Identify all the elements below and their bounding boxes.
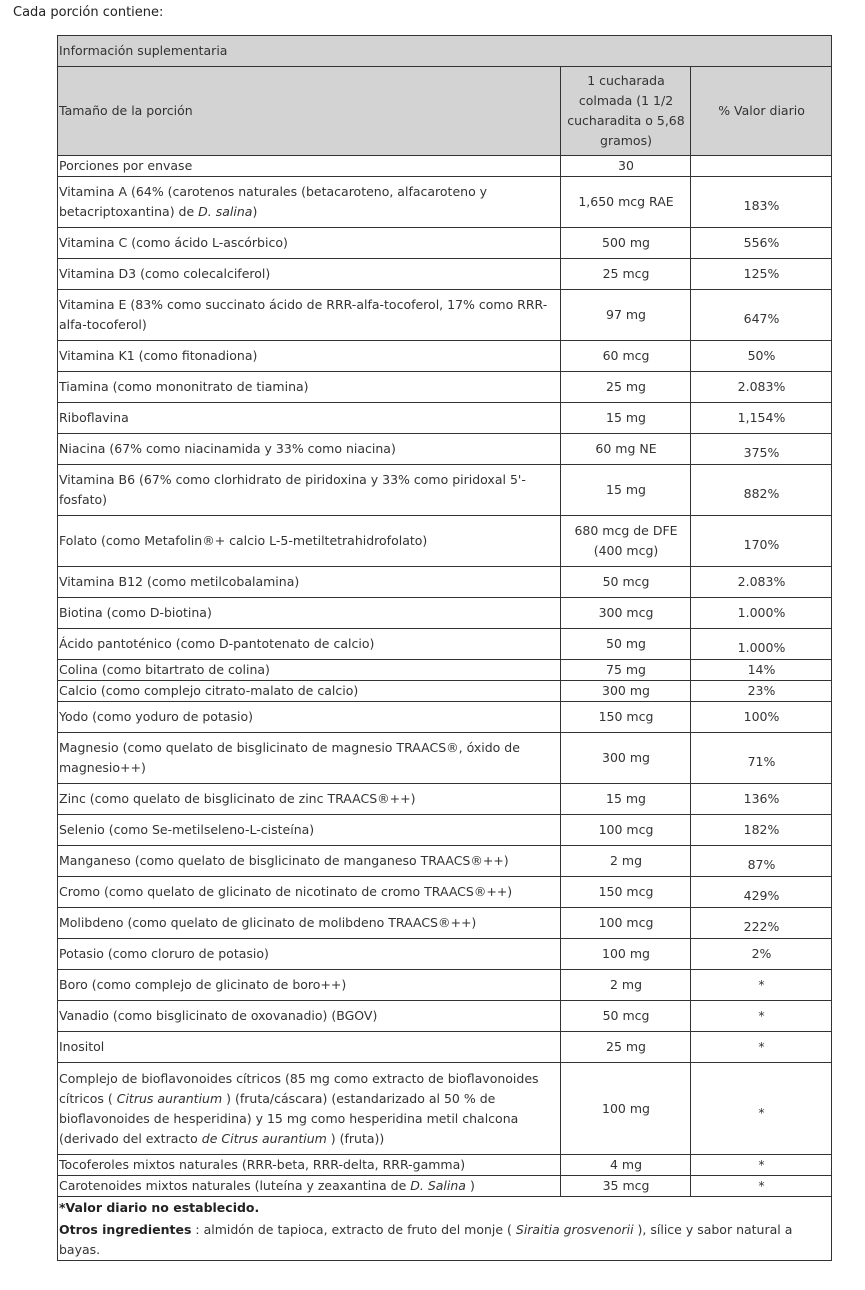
nutrient-name [58, 681, 561, 702]
nutrient-name-text: Cromo (como quelato de glicinato de nicotinato de cromo TRAACS®++) [59, 884, 513, 899]
nutrient-name [58, 403, 561, 434]
daily-value-text: 2.083% [737, 379, 786, 394]
other-ingredients-row [58, 1218, 832, 1261]
nutrient-daily-value [691, 259, 832, 290]
daily-value-text: 71% [747, 754, 776, 769]
daily-value-text: * [758, 1008, 765, 1023]
daily-value-text: * [758, 1039, 765, 1054]
nutrient-amount: 1,650 mcg RAE [561, 177, 691, 228]
daily-value-text: 222% [743, 919, 780, 934]
nutrient-name-italic: Citrus aurantium [116, 1090, 223, 1106]
table-row [58, 660, 832, 681]
nutrient-name-text: Yodo (como yoduro de potasio) [59, 709, 254, 724]
daily-value-text: * [758, 1178, 765, 1193]
serving-size-amount: 1 cucharada colmada (1 1/2 cucharadita o 5,68 gramos) [561, 67, 691, 156]
nutrient-name [58, 598, 561, 629]
nutrient-name [58, 177, 561, 228]
table-row [58, 1176, 832, 1197]
nutrient-amount: 100 mcg [561, 815, 691, 846]
table-row [58, 702, 832, 733]
nutrient-daily-value [691, 970, 832, 1001]
nutrient-name-text: Magnesio (como quelato de bisglicinato de magnesio TRAACS®, óxido de magnesio++) [59, 740, 520, 775]
daily-value-text: 1,154% [737, 410, 786, 425]
nutrient-name-text: Carotenoides mixtos naturales (luteína y zeaxantina de [59, 1178, 411, 1193]
table-row [58, 970, 832, 1001]
nutrient-name-text: Vitamina E (83% como succinato ácido de RRR-alfa-tocoferol, 17% como RRR-alfa-tocoferol) [59, 297, 548, 332]
table-row [58, 516, 832, 567]
daily-value-text: 14% [747, 662, 776, 677]
nutrient-daily-value [691, 177, 832, 228]
daily-value-text: 2% [751, 946, 772, 961]
nutrient-daily-value [691, 629, 832, 660]
nutrient-name-italic: D. Salina [410, 1178, 466, 1193]
nutrient-name [58, 939, 561, 970]
nutrient-name [58, 733, 561, 784]
table-row [58, 877, 832, 908]
nutrient-name [58, 660, 561, 681]
nutrient-amount: 100 mg [561, 939, 691, 970]
other-ingredients [58, 1218, 832, 1261]
nutrient-daily-value [691, 660, 832, 681]
nutrient-name [58, 290, 561, 341]
nutrient-name-text: Niacina (67% como niacinamida y 33% como niacina) [59, 441, 396, 456]
table-row [58, 939, 832, 970]
nutrient-name [58, 702, 561, 733]
table-row [58, 1032, 832, 1063]
table-row [58, 434, 832, 465]
daily-value-text: 136% [743, 791, 780, 806]
daily-value-text: 2.083% [737, 574, 786, 589]
table-row [58, 733, 832, 784]
nutrient-amount: 2 mg [561, 846, 691, 877]
footnote: *Valor diario no establecido. [58, 1197, 832, 1219]
nutrient-amount: 300 mg [561, 681, 691, 702]
nutrient-daily-value [691, 1155, 832, 1176]
table-row [58, 403, 832, 434]
table-row [58, 465, 832, 516]
nutrient-daily-value [691, 403, 832, 434]
nutrient-daily-value [691, 1032, 832, 1063]
nutrient-name [58, 1032, 561, 1063]
nutrient-daily-value [691, 1063, 832, 1155]
nutrient-name-italic: D. salina [198, 204, 253, 219]
daily-value-text: * [758, 977, 765, 992]
nutrient-name-text: ) (fruta/cáscara) (estandarizado al 50 % de bioflavonoides de hesperidina) y 15 mg como hesperidina metil chalcona (derivado del extracto [59, 1090, 519, 1146]
table-row [58, 228, 832, 259]
nutrient-daily-value [691, 567, 832, 598]
nutrient-name [58, 156, 561, 177]
nutrient-name [58, 1001, 561, 1032]
nutrient-daily-value [691, 516, 832, 567]
nutrient-amount: 30 [561, 156, 691, 177]
nutrient-name-text: Vitamina B6 (67% como clorhidrato de piridoxina y 33% como piridoxal 5'-fosfato) [59, 472, 526, 507]
nutrient-amount: 300 mg [561, 733, 691, 784]
nutrient-amount: 50 mcg [561, 1001, 691, 1032]
nutrient-name-text: Tiamina (como mononitrato de tiamina) [59, 379, 309, 394]
nutrient-name-text: Zinc (como quelato de bisglicinato de zinc TRAACS®++) [59, 791, 416, 806]
nutrient-name-text: Vanadio (como bisglicinato de oxovanadio) (BGOV) [59, 1008, 378, 1023]
nutrient-name [58, 567, 561, 598]
nutrient-amount: 4 mg [561, 1155, 691, 1176]
nutrient-name [58, 877, 561, 908]
nutrient-amount: 50 mg [561, 629, 691, 660]
other-ingredients-italic: Siraitia grosvenorii [515, 1222, 634, 1237]
nutrient-amount: 680 mcg de DFE (400 mcg) [561, 516, 691, 567]
nutrient-name [58, 341, 561, 372]
nutrient-name [58, 846, 561, 877]
daily-value-text: 50% [747, 348, 776, 363]
nutrient-name-text: Boro (como complejo de glicinato de boro++) [59, 977, 347, 992]
daily-value-text: 183% [743, 198, 780, 213]
nutrient-name [58, 372, 561, 403]
nutrient-name-text: Biotina (como D-biotina) [59, 605, 212, 620]
nutrient-name [58, 516, 561, 567]
nutrient-name-text: Porciones por envase [59, 158, 193, 173]
nutrient-daily-value [691, 228, 832, 259]
nutrient-amount: 300 mcg [561, 598, 691, 629]
nutrient-daily-value [691, 598, 832, 629]
nutrient-name [58, 629, 561, 660]
nutrient-name-text: Molibdeno (como quelato de glicinato de molibdeno TRAACS®++) [59, 915, 477, 930]
nutrient-name [58, 259, 561, 290]
nutrient-name-text: Folato (como Metafolin®+ calcio L-5-metiltetrahidrofolato) [59, 533, 428, 548]
nutrient-daily-value [691, 908, 832, 939]
nutrient-daily-value [691, 156, 832, 177]
daily-value-text: 87% [747, 857, 776, 872]
daily-value-text: 125% [743, 266, 780, 281]
nutrient-name [58, 434, 561, 465]
table-title-row [58, 36, 832, 67]
supplement-facts-table [57, 35, 832, 1261]
nutrient-amount: 2 mg [561, 970, 691, 1001]
table-row [58, 259, 832, 290]
nutrient-daily-value [691, 290, 832, 341]
nutrient-amount: 150 mcg [561, 877, 691, 908]
nutrient-name-text: Ácido pantoténico (como D-pantotenato de calcio) [59, 636, 375, 651]
table-row [58, 290, 832, 341]
table-row [58, 846, 832, 877]
nutrient-name [58, 1063, 561, 1155]
serving-size-row [58, 67, 832, 156]
table-row [58, 1063, 832, 1155]
other-ingredients-text: : almidón de tapioca, extracto de fruto del monje ( [191, 1222, 516, 1237]
intro-text: Cada porción contiene: [13, 5, 164, 20]
nutrient-amount: 150 mcg [561, 702, 691, 733]
nutrient-name-text: Colina (como bitartrato de colina) [59, 662, 270, 677]
nutrient-name-text: ) (fruta)) [326, 1130, 385, 1146]
nutrient-daily-value [691, 846, 832, 877]
nutrient-name-text: Inositol [59, 1039, 105, 1054]
table-row [58, 567, 832, 598]
daily-value-text: 375% [743, 445, 780, 460]
nutrient-amount: 25 mg [561, 372, 691, 403]
nutrient-daily-value [691, 1176, 832, 1197]
daily-value-text: * [758, 1157, 765, 1172]
nutrient-amount: 50 mcg [561, 567, 691, 598]
table-row [58, 341, 832, 372]
nutrient-name-text: Tocoferoles mixtos naturales (RRR-beta, RRR-delta, RRR-gamma) [59, 1157, 466, 1172]
nutrient-daily-value [691, 341, 832, 372]
nutrient-amount: 15 mg [561, 403, 691, 434]
table-title: Información suplementaria [58, 36, 832, 67]
nutrient-amount: 25 mcg [561, 259, 691, 290]
nutrient-daily-value [691, 939, 832, 970]
nutrient-amount: 60 mg NE [561, 434, 691, 465]
serving-size-label: Tamaño de la porción [58, 67, 561, 156]
nutrient-amount: 35 mcg [561, 1176, 691, 1197]
nutrient-amount: 15 mg [561, 784, 691, 815]
nutrient-name-text: Complejo de bioflavonoides cítricos (85 mg como extracto de bioflavonoides cítricos ( [59, 1070, 539, 1106]
nutrient-daily-value [691, 681, 832, 702]
nutrient-name-text: Calcio (como complejo citrato-malato de calcio) [59, 683, 359, 698]
nutrient-amount: 500 mg [561, 228, 691, 259]
nutrient-name [58, 1155, 561, 1176]
nutrient-name-italic: de Citrus aurantium [201, 1130, 327, 1146]
nutrient-amount: 15 mg [561, 465, 691, 516]
nutrient-amount: 100 mcg [561, 908, 691, 939]
nutrient-daily-value [691, 815, 832, 846]
nutrient-name-text: Riboflavina [59, 410, 129, 425]
nutrient-amount: 75 mg [561, 660, 691, 681]
nutrient-name-text: ) [252, 204, 258, 219]
footnote-row [58, 1197, 832, 1219]
other-ingredients-label: Otros ingredientes [59, 1222, 192, 1237]
table-row [58, 629, 832, 660]
nutrient-name-text: Potasio (como cloruro de potasio) [59, 946, 269, 961]
nutrient-name [58, 228, 561, 259]
daily-value-text: 23% [747, 683, 776, 698]
daily-value-text: 429% [743, 888, 780, 903]
table-row [58, 156, 832, 177]
nutrient-daily-value [691, 1001, 832, 1032]
nutrient-daily-value [691, 372, 832, 403]
daily-value-text: * [758, 1104, 765, 1120]
other-ingredients-text-end: ), sílice y sabor natural a bayas. [59, 1222, 793, 1257]
table-row [58, 681, 832, 702]
nutrient-name-text: Vitamina C (como ácido L-ascórbico) [59, 235, 288, 250]
nutrient-daily-value [691, 702, 832, 733]
nutrient-amount: 97 mg [561, 290, 691, 341]
nutrient-name [58, 784, 561, 815]
nutrient-name [58, 1176, 561, 1197]
nutrient-daily-value [691, 877, 832, 908]
table-row [58, 1155, 832, 1176]
nutrient-amount: 25 mg [561, 1032, 691, 1063]
nutrient-daily-value [691, 784, 832, 815]
nutrient-name-text: Vitamina D3 (como colecalciferol) [59, 266, 271, 281]
nutrient-name [58, 970, 561, 1001]
daily-value-header: % Valor diario [691, 67, 832, 156]
daily-value-text: 1.000% [737, 640, 786, 655]
table-row [58, 598, 832, 629]
table-row [58, 908, 832, 939]
table-row [58, 815, 832, 846]
nutrient-name [58, 908, 561, 939]
table-row [58, 177, 832, 228]
daily-value-text: 182% [743, 822, 780, 837]
nutrient-name-text: Vitamina K1 (como fitonadiona) [59, 348, 258, 363]
nutrient-amount: 60 mcg [561, 341, 691, 372]
daily-value-text: 100% [743, 709, 780, 724]
table-row [58, 784, 832, 815]
table-row [58, 372, 832, 403]
nutrient-daily-value [691, 733, 832, 784]
nutrient-daily-value [691, 434, 832, 465]
daily-value-text: 882% [743, 486, 780, 501]
nutrient-amount: 100 mg [561, 1063, 691, 1155]
nutrient-daily-value [691, 465, 832, 516]
nutrient-name-text: Manganeso (como quelato de bisglicinato de manganeso TRAACS®++) [59, 853, 509, 868]
daily-value-text: 647% [743, 311, 780, 326]
table-row [58, 1001, 832, 1032]
nutrient-name-text: Vitamina A (64% (carotenos naturales (betacaroteno, alfacaroteno y betacriptoxantina) de [59, 184, 488, 219]
daily-value-text: 556% [743, 235, 780, 250]
nutrient-name [58, 465, 561, 516]
nutrient-name-text: Selenio (como Se-metilseleno-L-cisteína) [59, 822, 315, 837]
daily-value-text: 170% [743, 537, 780, 552]
nutrient-name-text: Vitamina B12 (como metilcobalamina) [59, 574, 300, 589]
nutrient-name [58, 815, 561, 846]
nutrient-name-text: ) [465, 1178, 475, 1193]
daily-value-text: 1.000% [737, 605, 786, 620]
